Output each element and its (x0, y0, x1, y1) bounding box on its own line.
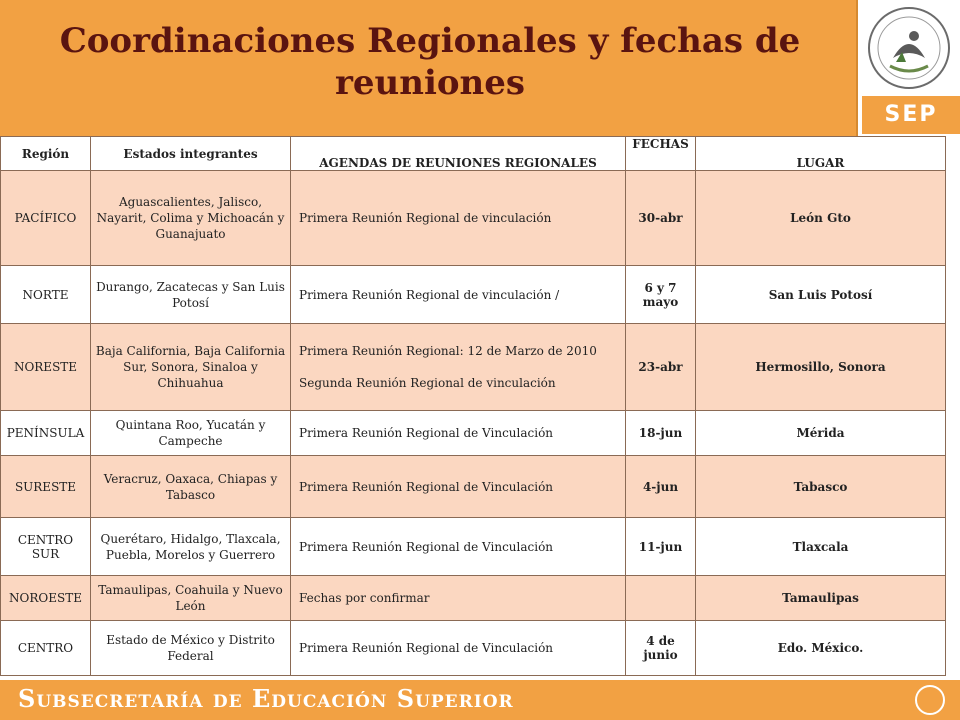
col-header-dates: FECHAS (626, 137, 696, 171)
states-cell: Quintana Roo, Yucatán y Campeche (91, 411, 291, 456)
region-cell: NORTE (1, 266, 91, 324)
date-cell: 4 de junio (626, 621, 696, 676)
states-cell: Tamaulipas, Coahuila y Nuevo León (91, 576, 291, 621)
place-cell: León Gto (696, 171, 946, 266)
agenda-cell: Primera Reunión Regional de Vinculación (291, 518, 626, 576)
place-cell: Hermosillo, Sonora (696, 324, 946, 411)
date-cell: 11-jun (626, 518, 696, 576)
col-header-states: Estados integrantes (91, 137, 291, 171)
region-cell: CENTRO SUR (1, 518, 91, 576)
agenda-cell: Primera Reunión Regional de Vinculación (291, 621, 626, 676)
header-bar (0, 0, 856, 136)
region-cell: CENTRO (1, 621, 91, 676)
col-header-agenda: AGENDAS DE REUNIONES REGIONALES (291, 137, 626, 171)
states-cell: Estado de México y Distrito Federal (91, 621, 291, 676)
footer-emblem-icon (905, 683, 955, 717)
date-cell: 18-jun (626, 411, 696, 456)
place-cell: Tlaxcala (696, 518, 946, 576)
agenda-line: Primera Reunión Regional: 12 de Marzo de 2010 (299, 344, 597, 358)
region-cell: NORESTE (1, 324, 91, 411)
date-cell: 6 y 7 mayo (626, 266, 696, 324)
table-row (1, 324, 946, 411)
footer-bar (0, 680, 960, 720)
date-cell: 23-abr (626, 324, 696, 411)
table-row (1, 171, 946, 266)
region-cell: SURESTE (1, 456, 91, 518)
table-row (1, 456, 946, 518)
date-cell (626, 576, 696, 621)
agenda-cell: Primera Reunión Regional de Vinculación (291, 456, 626, 518)
states-cell: Durango, Zacatecas y San Luis Potosí (91, 266, 291, 324)
regions-table (0, 136, 946, 676)
states-cell: Aguascalientes, Jalisco, Nayarit, Colima y Michoacán y Guanajuato (91, 171, 291, 266)
sep-logo (858, 0, 960, 136)
agenda-cell: Primera Reunión Regional de vinculación (291, 171, 626, 266)
table-row (1, 411, 946, 456)
place-cell: Edo. México. (696, 621, 946, 676)
table-row (1, 621, 946, 676)
agenda-line: Segunda Reunión Regional de vinculación (299, 376, 556, 390)
states-cell: Querétaro, Hidalgo, Tlaxcala, Puebla, Morelos y Guerrero (91, 518, 291, 576)
agenda-cell (291, 324, 626, 411)
date-cell: 30-abr (626, 171, 696, 266)
page-title: Coordinaciones Regionales y fechas de reuniones (59, 21, 801, 103)
place-cell: San Luis Potosí (696, 266, 946, 324)
date-cell: 4-jun (626, 456, 696, 518)
coat-of-arms-icon (858, 0, 960, 94)
place-cell: Mérida (696, 411, 946, 456)
region-cell: PENÍNSULA (1, 411, 91, 456)
place-cell: Tamaulipas (696, 576, 946, 621)
agenda-cell: Primera Reunión Regional de vinculación / (291, 266, 626, 324)
footer-title: Subsecretaría de Educación Superior (18, 684, 514, 713)
states-cell: Veracruz, Oaxaca, Chiapas y Tabasco (91, 456, 291, 518)
col-header-region: Región (1, 137, 91, 171)
table-row (1, 266, 946, 324)
region-cell: PACÍFICO (1, 171, 91, 266)
agenda-cell: Primera Reunión Regional de Vinculación (291, 411, 626, 456)
table-header-row (1, 137, 946, 171)
table-row (1, 518, 946, 576)
sep-label-bar (862, 96, 960, 134)
region-cell: NOROESTE (1, 576, 91, 621)
sep-label: SEP (884, 102, 938, 127)
states-cell: Baja California, Baja California Sur, Sonora, Sinaloa y Chihuahua (91, 324, 291, 411)
agenda-cell: Fechas por confirmar (291, 576, 626, 621)
place-cell: Tabasco (696, 456, 946, 518)
col-header-place: LUGAR (696, 137, 946, 171)
table-row (1, 576, 946, 621)
